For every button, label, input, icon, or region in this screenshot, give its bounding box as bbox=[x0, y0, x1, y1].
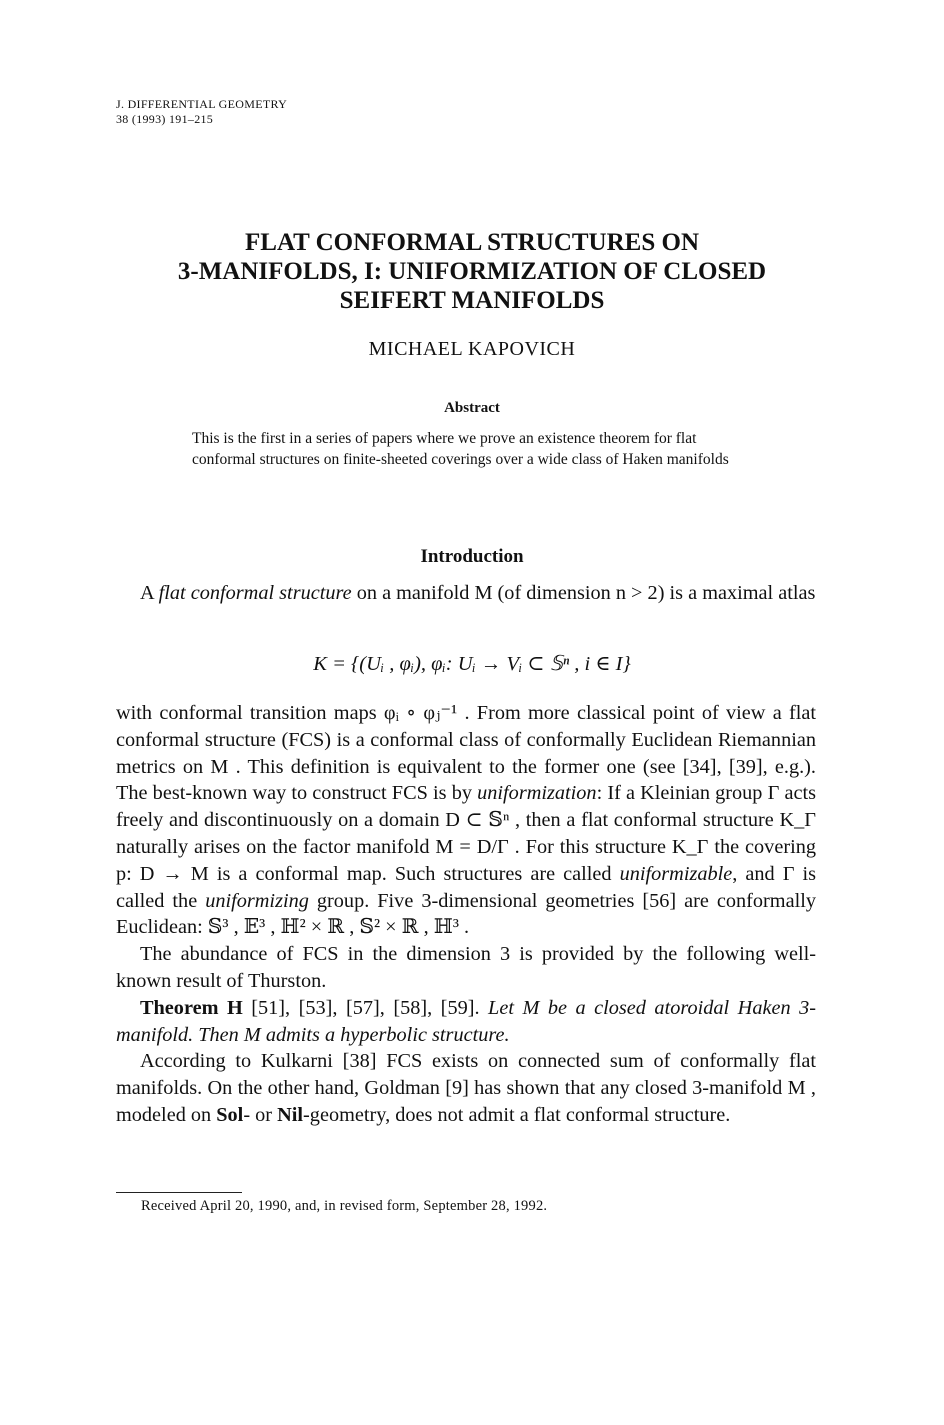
p2-text-a: with conformal transition maps φᵢ ∘ φⱼ⁻¹ . From more classical point of view a flat conformal structure (FCS) is a conformal class of conformally Euclidean Riemannian metrics on M . This definition is equivalent to the former one (see [34], [39], e.g.). The best-known way to construct FCS is by bbox=[116, 702, 816, 805]
intro-paragraph-2 bbox=[116, 700, 816, 941]
title-line-3: SEIFERT MANIFOLDS bbox=[339, 287, 605, 314]
p4-text-c: -geometry, does not admit a flat conformal structure. bbox=[303, 1103, 731, 1126]
theorem-label: Theorem H bbox=[140, 996, 243, 1019]
intro-paragraph-1 bbox=[116, 580, 816, 607]
journal-header bbox=[116, 97, 287, 127]
term-uniformizing: uniformizing bbox=[205, 889, 309, 912]
intro-paragraph-3: The abundance of FCS in the dimension 3 is provided by the following well-known result of Thurston. bbox=[116, 943, 816, 992]
atlas-equation: K = {(Uᵢ , φᵢ), φᵢ: Uᵢ → Vᵢ ⊂ 𝕊ⁿ , i ∈ I} bbox=[313, 653, 631, 675]
journal-name: J. DIFFERENTIAL GEOMETRY bbox=[116, 97, 288, 111]
intro-paragraph-4 bbox=[116, 1048, 816, 1128]
theorem-h bbox=[116, 995, 816, 1049]
title-line-1: FLAT CONFORMAL STRUCTURES ON bbox=[245, 229, 699, 256]
paper-title bbox=[60, 228, 884, 315]
term-flat-conformal-structure: flat conformal structure bbox=[158, 582, 352, 604]
p2-text-d: group. Five 3-dimensional geometries [56] are conformally Euclidean: 𝕊³ , 𝔼³ , ℍ² × ℝ , 𝕊² × ℝ , ℍ³ . bbox=[116, 889, 816, 939]
title-line-2: 3-MANIFOLDS, I: UNIFORMIZATION OF CLOSED bbox=[177, 258, 767, 285]
p1-text-b: on a manifold M (of dimension n > 2) is a maximal atlas bbox=[351, 582, 816, 604]
term-uniformizable: uniformizable bbox=[619, 862, 733, 885]
author-name: MICHAEL KAPOVICH bbox=[368, 338, 576, 360]
abstract-text: This is the first in a series of papers where we prove an existence theorem for flat conformal structures on finite-sheeted coverings over a wide class of Haken manifolds bbox=[192, 430, 729, 468]
term-uniformization: uniformization bbox=[477, 782, 597, 805]
p4-text-a: According to Kulkarni [38] FCS exists on connected sum of conformally flat manifolds. On the other hand, Goldman [9] has shown that any closed 3-manifold M , modeled on bbox=[116, 1050, 816, 1126]
footnote-rule bbox=[116, 1192, 242, 1193]
footnote-received: Received April 20, 1990, and, in revised form, September 28, 1992. bbox=[141, 1198, 548, 1214]
theorem-statement: Let M be a closed atoroidal Haken 3-manifold. Then M admits a hyperbolic structure. bbox=[116, 996, 817, 1046]
nil-geometry: Nil bbox=[277, 1103, 304, 1126]
journal-citation: 38 (1993) 191–215 bbox=[116, 112, 214, 126]
abstract-heading: Abstract bbox=[444, 400, 500, 416]
introduction-heading: Introduction bbox=[420, 546, 524, 567]
p1-text-a: A bbox=[140, 582, 159, 604]
sol-geometry: Sol bbox=[216, 1103, 244, 1126]
p2-text-b: : If a Kleinian group Γ acts freely and discontinuously on a domain D ⊂ 𝕊ⁿ , then a flat conformal structure K_Γ naturally arises on the factor manifold M = D/Γ . For this structure K_Γ the covering p: D → M is a conformal map. Such structures are called bbox=[116, 782, 816, 885]
p4-text-b: - or bbox=[243, 1103, 278, 1126]
p2-text-c: , and Γ is called the bbox=[116, 862, 816, 912]
intro-body bbox=[116, 700, 816, 1129]
theorem-refs: [51], [53], [57], [58], [59]. bbox=[242, 996, 489, 1019]
